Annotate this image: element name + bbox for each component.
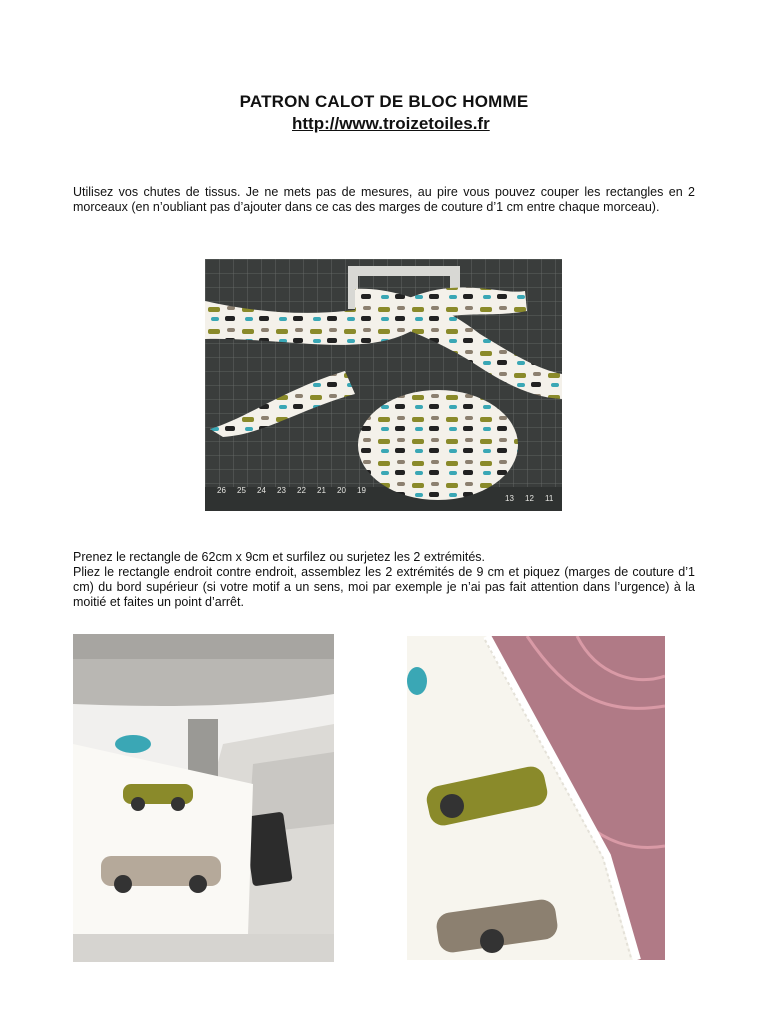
svg-text:21: 21: [317, 486, 326, 495]
svg-text:19: 19: [357, 486, 366, 495]
instructions-paragraph: [73, 550, 695, 610]
surjeted-edge-photo: [407, 636, 665, 960]
svg-text:23: 23: [277, 486, 286, 495]
instructions-line-2: Pliez le rectangle endroit contre endroit, assemblez les 2 extrémités de 9 cm et piquez (marges de couture d’1 cm) du bord supérieur (si votre motif a un sens, moi par exemple je n’ai pas fait attention dans l’urgence) à la moitié et faites un point d’arrêt.: [73, 565, 695, 609]
svg-text:24: 24: [257, 486, 266, 495]
page-title: PATRON CALOT DE BLOC HOMME: [239, 92, 529, 111]
intro-paragraph: Utilisez vos chutes de tissus. Je ne mets pas de mesures, au pire vous pouvez couper les rectangles en 2 morceaux (en n’oubliant pas d’ajouter dans ce cas des marges de couture d’1 cm entre chaque morceau).: [73, 185, 695, 214]
svg-text:22: 22: [297, 486, 306, 495]
svg-text:26: 26: [217, 486, 226, 495]
svg-text:13: 13: [505, 494, 514, 503]
svg-text:20: 20: [337, 486, 346, 495]
sewing-machine-photo: [73, 634, 334, 962]
svg-text:12: 12: [525, 494, 534, 503]
instructions-line-1: Prenez le rectangle de 62cm x 9cm et surfilez ou surjetez les 2 extrémités.: [73, 550, 485, 564]
website-link[interactable]: http://www.troizetoiles.fr: [292, 114, 490, 133]
svg-text:11: 11: [545, 494, 554, 503]
fabric-pieces-photo: [205, 259, 562, 511]
svg-text:25: 25: [237, 486, 246, 495]
